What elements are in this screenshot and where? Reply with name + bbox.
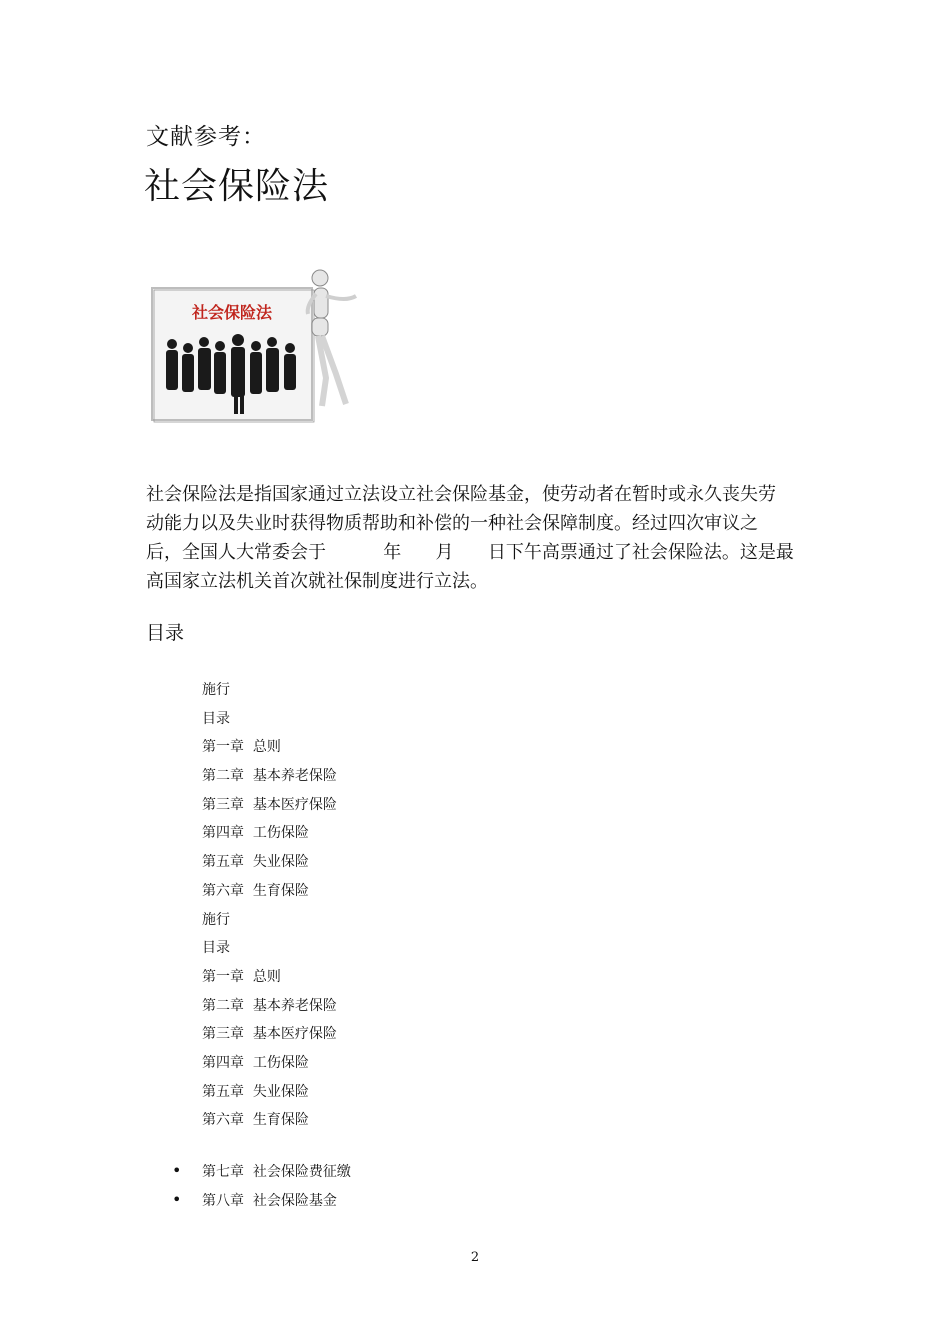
toc-item: 第五章 失业保险 [202, 1083, 309, 1100]
toc-item: 目录 [202, 940, 230, 957]
intro-line: 动能力以及失业时获得物质帮助和补偿的一种社会保障制度。经过四次审议之 [146, 513, 758, 534]
mannequin-figure [308, 270, 356, 406]
toc-item: 施行 [202, 682, 230, 698]
toc-item: 目录 [202, 710, 230, 727]
toc-list [202, 676, 337, 1135]
toc-item: 第三章 基本医疗保险 [202, 796, 337, 813]
toc-item: 第一章 总则 [202, 968, 281, 985]
toc-item: 第六章 生育保险 [202, 882, 309, 899]
toc-item: 第二章 基本养老保险 [202, 997, 337, 1014]
toc-heading: 目录 [146, 622, 185, 644]
toc-item: 第六章 生育保险 [202, 1112, 309, 1129]
toc-item: 第五章 失业保险 [202, 854, 309, 871]
intro-line: 后，全国人大常委会于 年 月 日下午高票通过了社会保险法。这是最 [146, 542, 794, 563]
bullet-icon: • [172, 1190, 182, 1209]
bullet-item [172, 1156, 351, 1185]
bullet-item [172, 1185, 351, 1214]
reference-label: 文献参考： [146, 124, 266, 150]
intro-line: 社会保险法是指国家通过立法设立社会保险基金，使劳动者在暂时或永久丧失劳 [146, 484, 776, 505]
bullet-icon: • [172, 1161, 182, 1180]
toc-item: 第四章 工伤保险 [202, 825, 309, 842]
bullet-list [172, 1156, 351, 1214]
toc-item: 施行 [202, 911, 230, 928]
bullet-item-label: 第八章 社会保险基金 [202, 1193, 337, 1209]
intro-line: 高国家立法机关首次就社保制度进行立法。 [146, 571, 488, 592]
intro-paragraph [146, 480, 816, 596]
page-number: 2 [470, 1250, 480, 1265]
toc-item: 第一章 总则 [202, 739, 281, 756]
banner-title: 社会保险法 [191, 303, 273, 322]
toc-item: 第二章 基本养老保险 [202, 768, 337, 785]
toc-item: 第三章 基本医疗保险 [202, 1026, 337, 1043]
bullet-item-label: 第七章 社会保险费征缴 [202, 1164, 351, 1180]
toc-item: 第四章 工伤保险 [202, 1054, 309, 1071]
document-title: 社会保险法 [144, 166, 330, 207]
social-insurance-illustration [150, 266, 370, 424]
